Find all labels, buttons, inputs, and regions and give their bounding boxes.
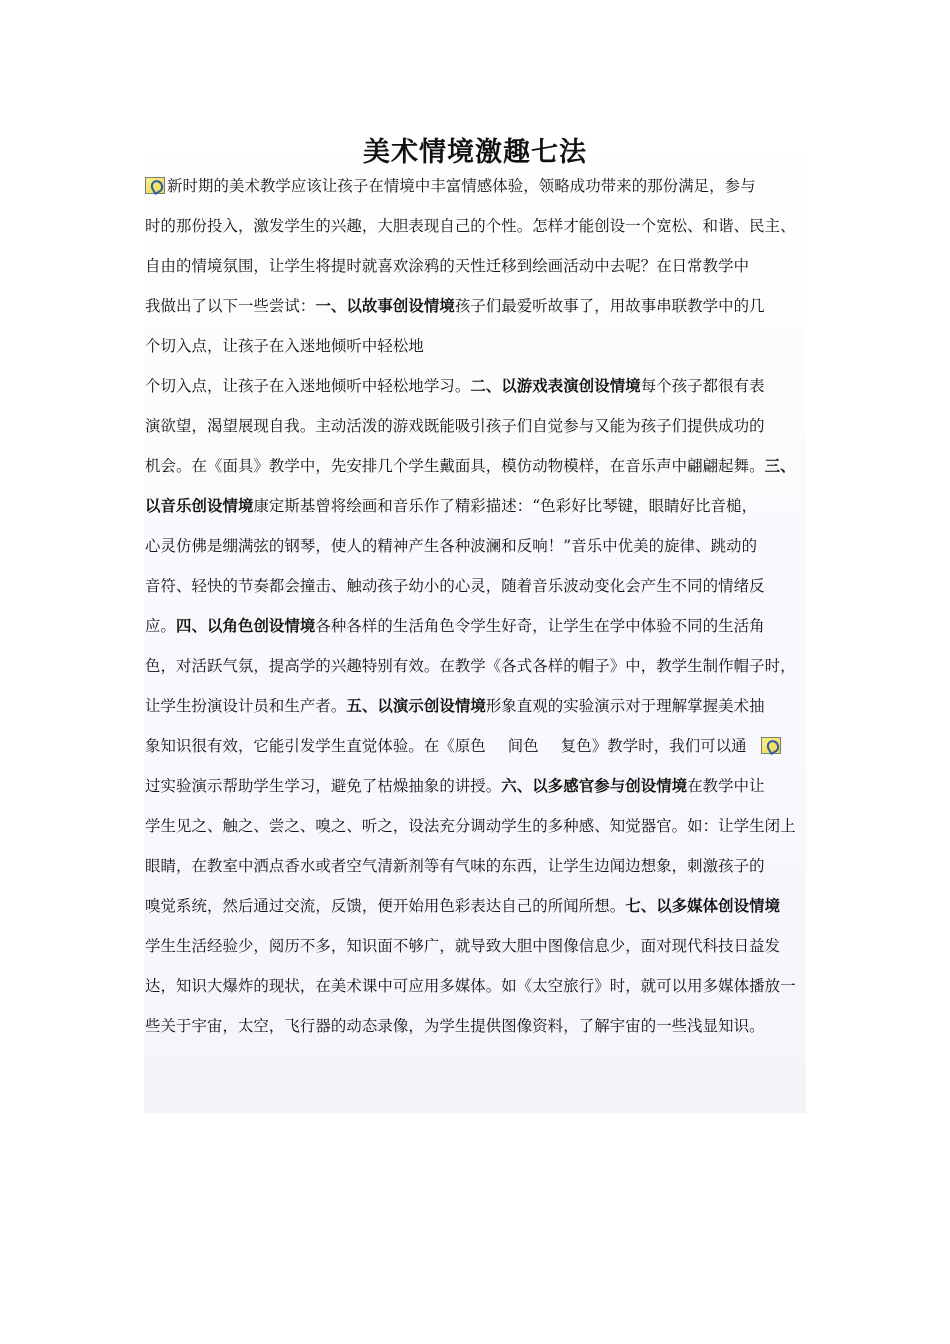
text-line	[145, 415, 807, 437]
line-text: 学生见之、触之、尝之、嗅之、听之，设法充分调动学生的多种感、知觉器官。如：让学生闭上	[145, 817, 796, 835]
section-heading: 三、	[764, 457, 796, 475]
text-line	[145, 975, 807, 997]
section-heading: 七、以多媒体创设情境	[625, 897, 781, 915]
line-text: 机会。在《面具》教学中，先安排几个学生戴面具，模仿动物模样，在音乐声中翩翩起舞。	[145, 457, 765, 475]
image-placeholder-icon	[145, 177, 165, 194]
text-line	[145, 1015, 807, 1037]
line-text: 形象直观的实验演示对于理解掌握美术抽	[485, 697, 765, 715]
line-text: 过实验演示帮助学生学习，避免了枯燥抽象的讲授。	[145, 777, 502, 795]
text-line	[145, 855, 807, 877]
line-text: 些关于宇宙，太空，飞行器的动态录像，为学生提供图像资料，了解宇宙的一些浅显知识。	[145, 1017, 765, 1035]
line-text: 每个孩子都很有表	[640, 377, 765, 395]
line-text: 孩子们最爱听故事了，用故事串联教学中的几	[454, 297, 765, 315]
line-text: 间色	[507, 737, 539, 755]
line-text: 色，对活跃气氛，提高学的兴趣特别有效。在教学《各式各样的帽子》中，教学生制作帽子时，	[145, 657, 796, 675]
text-line	[145, 215, 807, 237]
line-text: 音符、轻快的节奏都会撞击、触动孩子幼小的心灵，随着音乐波动变化会产生不同的情绪反	[145, 577, 765, 595]
section-heading: 六、以多感官参与创设情境	[501, 777, 688, 795]
line-text: 各种各样的生活角色令学生好奇，让学生在学中体验不同的生活角	[315, 617, 765, 635]
text-line	[145, 175, 807, 197]
text-line	[145, 495, 807, 517]
line-text: 在教学中让	[687, 777, 765, 795]
section-heading: 一、以故事创设情境	[315, 297, 455, 315]
line-text: 个切入点，让孩子在入迷地倾听中轻松地	[145, 337, 424, 355]
line-text: 新时期的美术教学应该让孩子在情境中丰富情感体验，领略成功带来的那份满足，参与	[167, 177, 756, 195]
text-line	[145, 375, 807, 397]
text-line	[145, 335, 807, 357]
line-text: 嗅觉系统，然后通过交流，反馈，便开始用色彩表达自己的所闻所想。	[145, 897, 626, 915]
line-text: 复色》教学时，我们可以通	[560, 737, 747, 755]
line-text: 眼睛，在教室中洒点香水或者空气清新剂等有气味的东西，让学生边闻边想象，刺激孩子的	[145, 857, 765, 875]
text-line	[145, 255, 807, 277]
text-line	[145, 895, 807, 917]
text-line	[145, 735, 807, 757]
line-text: 演欲望，渴望展现自我。主动活泼的游戏既能吸引孩子们自觉参与又能为孩子们提供成功的	[145, 417, 765, 435]
image-placeholder-icon	[761, 737, 781, 754]
text-line	[145, 295, 807, 317]
page-title: 美术情境激趣七法	[363, 137, 587, 168]
text-line	[145, 655, 807, 677]
text-line	[145, 775, 807, 797]
text-line	[145, 935, 807, 957]
line-text: 象知识很有效，它能引发学生直觉体验。在《原色	[145, 737, 486, 755]
line-text: 自由的情境氛围，让学生将提时就喜欢涂鸦的天性迁移到绘画活动中去呢？在日常教学中	[145, 257, 750, 275]
text-line	[145, 815, 807, 837]
section-heading: 二、以游戏表演创设情境	[470, 377, 641, 395]
text-line	[145, 615, 807, 637]
line-text: 达，知识大爆炸的现状，在美术课中可应用多媒体。如《太空旅行》时，就可以用多媒体播放一	[145, 977, 796, 995]
section-heading: 四、以角色创设情境	[175, 617, 316, 635]
line-text: 康定斯基曾将绘画和音乐作了精彩描述：“色彩好比琴键，眼睛好比音槌，	[253, 497, 758, 515]
text-line	[145, 575, 807, 597]
line-text: 学生生活经验少，阅历不多，知识面不够广，就导致大胆中图像信息少，面对现代科技日益发	[145, 937, 781, 955]
line-text: 应。	[145, 617, 176, 635]
text-line	[145, 535, 807, 557]
line-text: 我做出了以下一些尝试：	[145, 297, 316, 315]
line-text: 让学生扮演设计员和生产者。	[145, 697, 347, 715]
section-heading: 以音乐创设情境	[145, 497, 254, 515]
line-text: 心灵仿佛是绷满弦的钢琴，使人的精神产生各种波澜和反响！”音乐中优美的旋律、跳动的	[145, 537, 758, 555]
text-line	[145, 695, 807, 717]
line-text: 个切入点，让孩子在入迷地倾听中轻松地学习。	[145, 377, 471, 395]
section-heading: 五、以演示创设情境	[346, 697, 486, 715]
text-line	[145, 455, 807, 477]
line-text: 时的那份投入，激发学生的兴趣，大胆表现自己的个性。怎样才能创设一个宽松、和谐、民主、	[145, 217, 796, 235]
